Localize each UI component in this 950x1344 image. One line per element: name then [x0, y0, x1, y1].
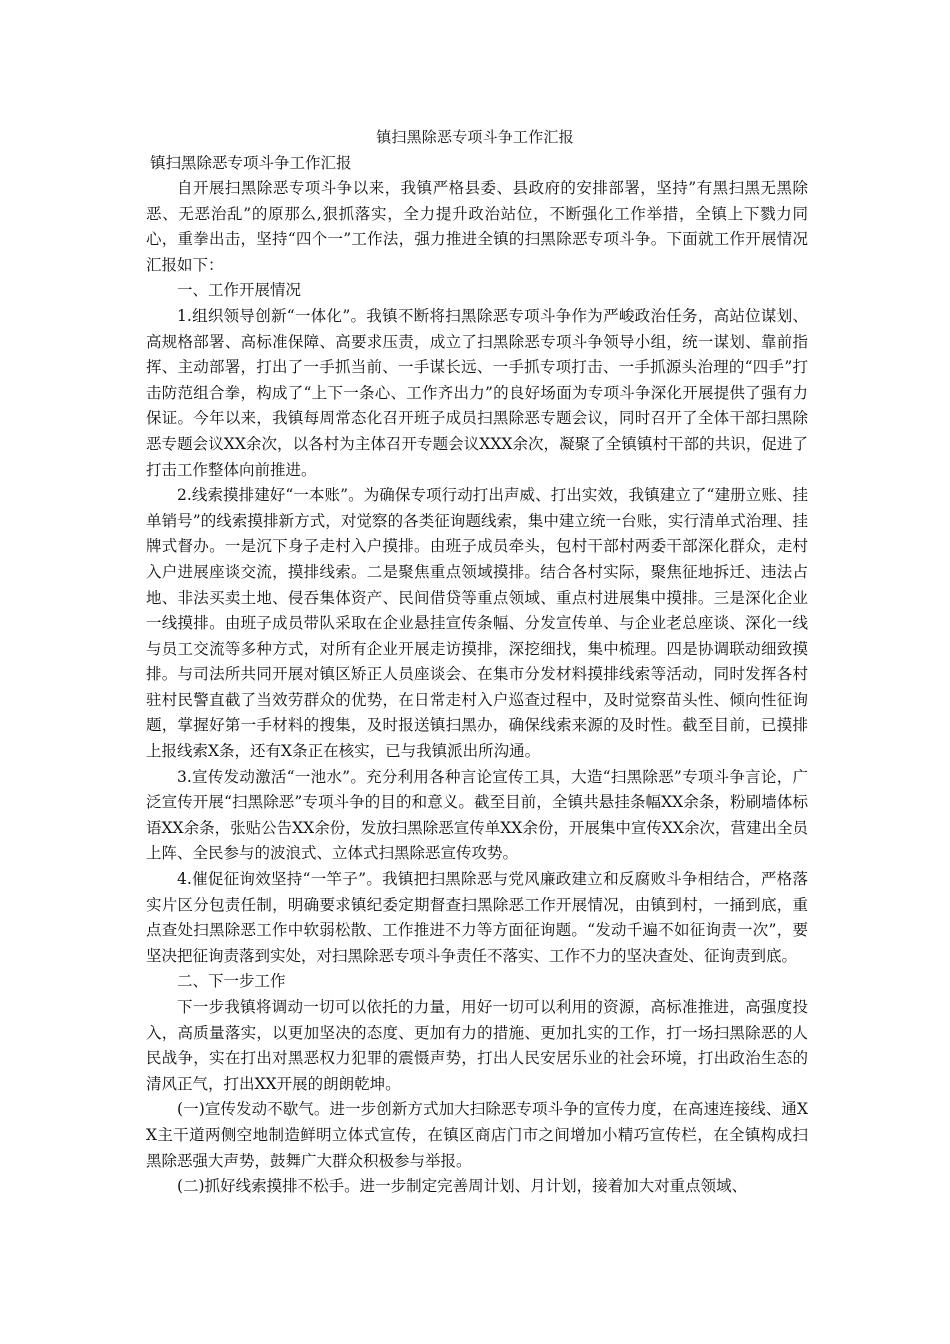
paragraph-clue-investigation: 2.线索摸排建好“一本账”。为确保专项行动打出声威、打出实效，我镇建立了“建册立账、挂单销号”的线索摸排新方式，对觉察的各类征询题线索，集中建立统一台账，实行清单式治理、挂牌式督办。一是沉下身子走村入户摸排。由班子成员牵头，包村干部村两委干部深化群众，走村入户进展座谈交流，摸排线索。二是聚焦重点领域摸排。结合各村实际，聚焦征地拆迁、违法占地、非法买卖土地、侵吞集体资产、民间借贷等重点领域、重点村进展集中摸排。三是深化企业一线摸排。由班子成员带队采取在企业悬挂宣传条幅、分发宣传单、与企业老总座谈、深化一线与员工交流等多种方式，对所有企业开展走访摸排，深挖细找，集中梳理。四是协调联动细致摸排。与司法所共同开展对镇区矫正人员座谈会、在集市分发材料摸排线索等活动，同时发挥各村驻村民警直截了当效劳群众的优势，在日常走村入户巡查过程中，及时觉察苗头性、倾向性征询题，掌握好第一手材料的搜集，及时报送镇扫黑办，确保线索来源的及时性。截至目前，已摸排上报线索X条，还有X条正在核实，已与我镇派出所沟通。: [146, 486, 808, 761]
intro-paragraph: 自开展扫黑除恶专项斗争以来，我镇严格县委、县政府的安排部署，坚持”有黑扫黑无黑除恶、无恶治乱”的原那么,狠抓落实，全力提升政治站位，不断强化工作举措，全镇上下戮力同心，重拳出击，坚持“四个一”工作法，强力推进全镇的扫黑除恶专项斗争。下面就工作开展情况汇报如下：: [146, 179, 808, 274]
paragraph-item-2: (二)抓好线索摸排不松手。进一步制定完善周计划、月计划，接着加大对重点领域、: [177, 1177, 748, 1196]
paragraph-item-1: (一)宣传发动不歇气。进一步创新方式加大扫除恶专项斗争的宣传力度，在高速连接线、通XX主干道两侧空地制造鲜明立体式宣传，在镇区商店门市之间增加小精巧宣传栏，在全镇构成扫黑除恶强大声势，鼓舞广大群众积极参与举报。: [146, 1100, 808, 1170]
paragraph-accountability: 4.催促征询效坚持“一竿子”。我镇把扫黑除恶与党风廉政建立和反腐败斗争相结合，严格落实片区分包责任制，明确要求镇纪委定期督查扫黑除恶工作开展情况，由镇到村，一捅到底，重点查处扫黑除恶工作中软弱松散、工作推进不力等方面征询题。“发动千遍不如征询责一次”，要坚决把征询责落到实处，对扫黑除恶专项斗争责任不落实、工作不力的坚决查处、征询责到底。: [146, 870, 808, 965]
section-heading-next-steps: 二、下一步工作: [177, 972, 286, 991]
paragraph-publicity: 3.宣传发动激活“一池水”。充分利用各种言论宣传工具，大造“扫黑除恶”专项斗争言论，广泛宣传开展“扫黑除恶”专项斗争的目的和意义。截至目前，全镇共悬挂条幅XX余条，粉刷墙体标语XX余条，张贴公告XX余份，发放扫黑除恶宣传单XX余份，开展集中宣传XX余次，营建出全员上阵、全民参与的波浪式、立体式扫黑除恶宣传攻势。: [146, 767, 808, 863]
paragraph-next-steps: 下一步我镇将调动一切可以依托的力量，用好一切可以利用的资源，高标准推进，高强度投入，高质量落实，以更加坚决的态度、更加有力的措施、更加扎实的工作，打一场扫黑除恶的人民战争，实在打出对黑恶权力犯罪的震慑声势，打出人民安居乐业的社会环境，打出政治生态的清风正气，打出XX开展的朗朗乾坤。: [146, 998, 808, 1093]
section-heading-work-status: 一、工作开展情况: [177, 281, 302, 300]
document-body: [146, 176, 808, 1200]
paragraph-organization: 1.组织领导创新“一体化”。我镇不断将扫黑除恶专项斗争作为严峻政治任务，高站位谋划、高规格部署、高标准保障、高要求压责，成立了扫黑除恶专项斗争领导小组，统一谋划、靠前指挥、主动部署，打出了一手抓当前、一手谋长远、一手抓专项打击、一手抓源头治理的“四手”打击防范组合拳，构成了“上下一条心、工作齐出力”的良好场面为专项斗争深化开展提供了强有力保证。今年以来，我镇每周常态化召开班子成员扫黑除恶专题会议，同时召开了全体干部扫黑除恶专题会议XX余次，以各村为主体召开专题会议XXX余次，凝聚了全镇镇村干部的共识，促进了打击工作整体向前推进。: [146, 306, 808, 479]
document-title: 镇扫黑除恶专项斗争工作汇报: [376, 128, 574, 146]
document-subtitle: 镇扫黑除恶专项斗争工作汇报: [150, 154, 352, 172]
